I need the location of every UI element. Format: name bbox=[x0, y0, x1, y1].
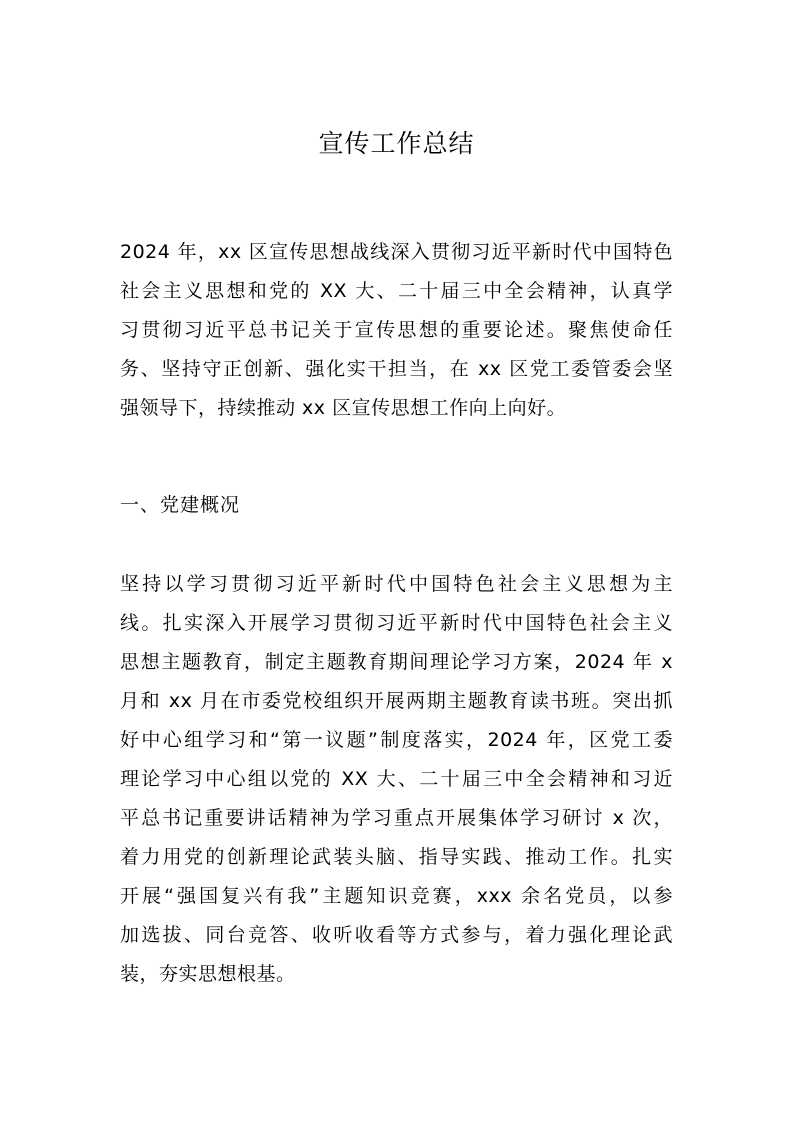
section1-line: 好中心组学习和“第一议题”制度落实，2024 年，区党工委 bbox=[120, 729, 673, 751]
section1-line: 开展“强国复兴有我”主题知识竞赛，xxx 余名党员，以参 bbox=[120, 885, 673, 907]
intro-line: 强领导下，持续推动 xx 区宣传思想工作向上向好。 bbox=[120, 397, 567, 419]
section1-line: 加选拔、同台竞答、收听收看等方式参与，着力强化理论武 bbox=[120, 924, 673, 946]
section1-line: 理论学习中心组以党的 XX 大、二十届三中全会精神和习近 bbox=[120, 768, 673, 790]
section1-line: 平总书记重要讲话精神为学习重点开展集体学习研讨 x 次， bbox=[120, 807, 673, 829]
section1-paragraph bbox=[120, 565, 673, 994]
intro-line: 社会主义思想和党的 XX 大、二十届三中全会精神，认真学 bbox=[120, 280, 673, 302]
intro-line: 习贯彻习近平总书记关于宣传思想的重要论述。聚焦使命任 bbox=[120, 319, 673, 341]
section1-line: 思想主题教育，制定主题教育期间理论学习方案，2024 年 x bbox=[120, 651, 673, 673]
intro-line: 务、坚持守正创新、强化实干担当，在 xx 区党工委管委会坚 bbox=[120, 358, 673, 380]
intro-line: 2024 年，xx 区宣传思想战线深入贯彻习近平新时代中国特色 bbox=[120, 241, 673, 263]
section1-line: 月和 xx 月在市委党校组织开展两期主题教育读书班。突出抓 bbox=[120, 690, 673, 712]
section1-line: 装，夯实思想根基。 bbox=[120, 963, 296, 985]
document-title: 宣传工作总结 bbox=[318, 129, 475, 158]
section1-line: 坚持以学习贯彻习近平新时代中国特色社会主义思想为主 bbox=[120, 573, 673, 595]
section1-line: 着力用党的创新理论武装头脑、指导实践、推动工作。扎实 bbox=[120, 846, 673, 868]
intro-paragraph bbox=[120, 233, 673, 428]
section-heading-party-building: 一、党建概况 bbox=[120, 494, 241, 516]
section1-line: 线。扎实深入开展学习贯彻习近平新时代中国特色社会主义 bbox=[120, 612, 673, 634]
